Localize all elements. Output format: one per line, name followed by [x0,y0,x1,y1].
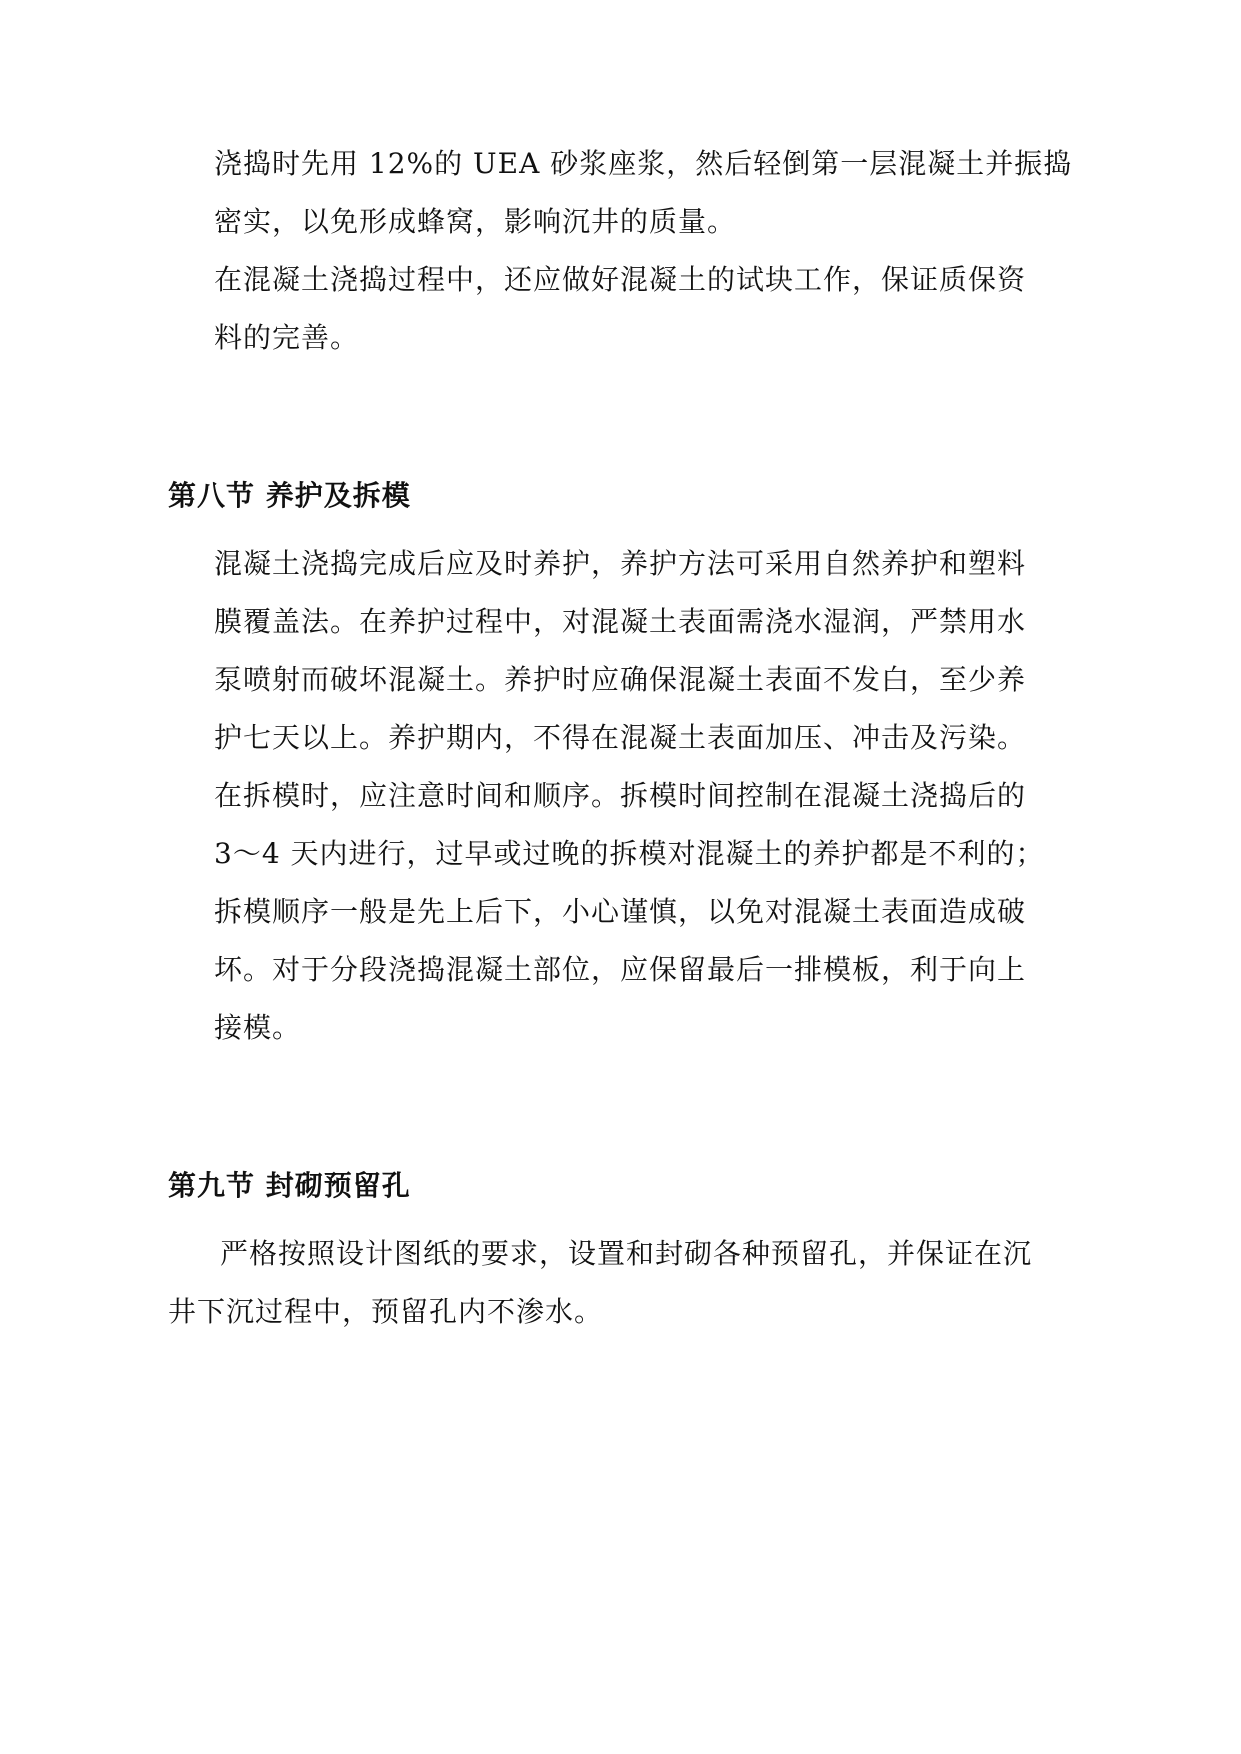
paragraph-line: 井下沉过程中，预留孔内不渗水。 [168,1295,604,1328]
paragraph-line: 拆模顺序一般是先上后下，小心谨慎，以免对混凝土表面造成破 [214,895,1027,928]
paragraph-line: 浇捣时先用 12%的 UEA 砂浆座浆，然后轻倒第一层混凝土并振捣 [214,147,1073,180]
paragraph-line: 在拆模时，应注意时间和顺序。拆模时间控制在混凝土浇捣后的 [214,779,1027,812]
section-heading: 第八节 养护及拆模 [168,479,411,512]
paragraph-line: 膜覆盖法。在养护过程中，对混凝土表面需浇水湿润，严禁用水 [214,605,1027,638]
paragraph-line: 护七天以上。养护期内，不得在混凝土表面加压、冲击及污染。 [214,721,1027,754]
paragraph-line: 混凝土浇捣完成后应及时养护，养护方法可采用自然养护和塑料 [214,547,1027,580]
paragraph-line: 料的完善。 [214,321,360,354]
paragraph-line: 在混凝土浇捣过程中，还应做好混凝土的试块工作，保证质保资 [214,263,1027,296]
paragraph-line: 坏。对于分段浇捣混凝土部位，应保留最后一排模板，利于向上 [214,953,1027,986]
section-heading: 第九节 封砌预留孔 [168,1169,411,1202]
paragraph-line: 泵喷射而破坏混凝土。养护时应确保混凝土表面不发白，至少养 [214,663,1027,696]
paragraph-line: 接模。 [214,1011,302,1044]
paragraph-line: 密实，以免形成蜂窝，影响沉井的质量。 [214,205,737,238]
paragraph-line: 3～4 天内进行，过早或过晚的拆模对混凝土的养护都是不利的； [214,837,1045,870]
paragraph-line: 严格按照设计图纸的要求，设置和封砌各种预留孔，并保证在沉 [220,1237,1033,1270]
